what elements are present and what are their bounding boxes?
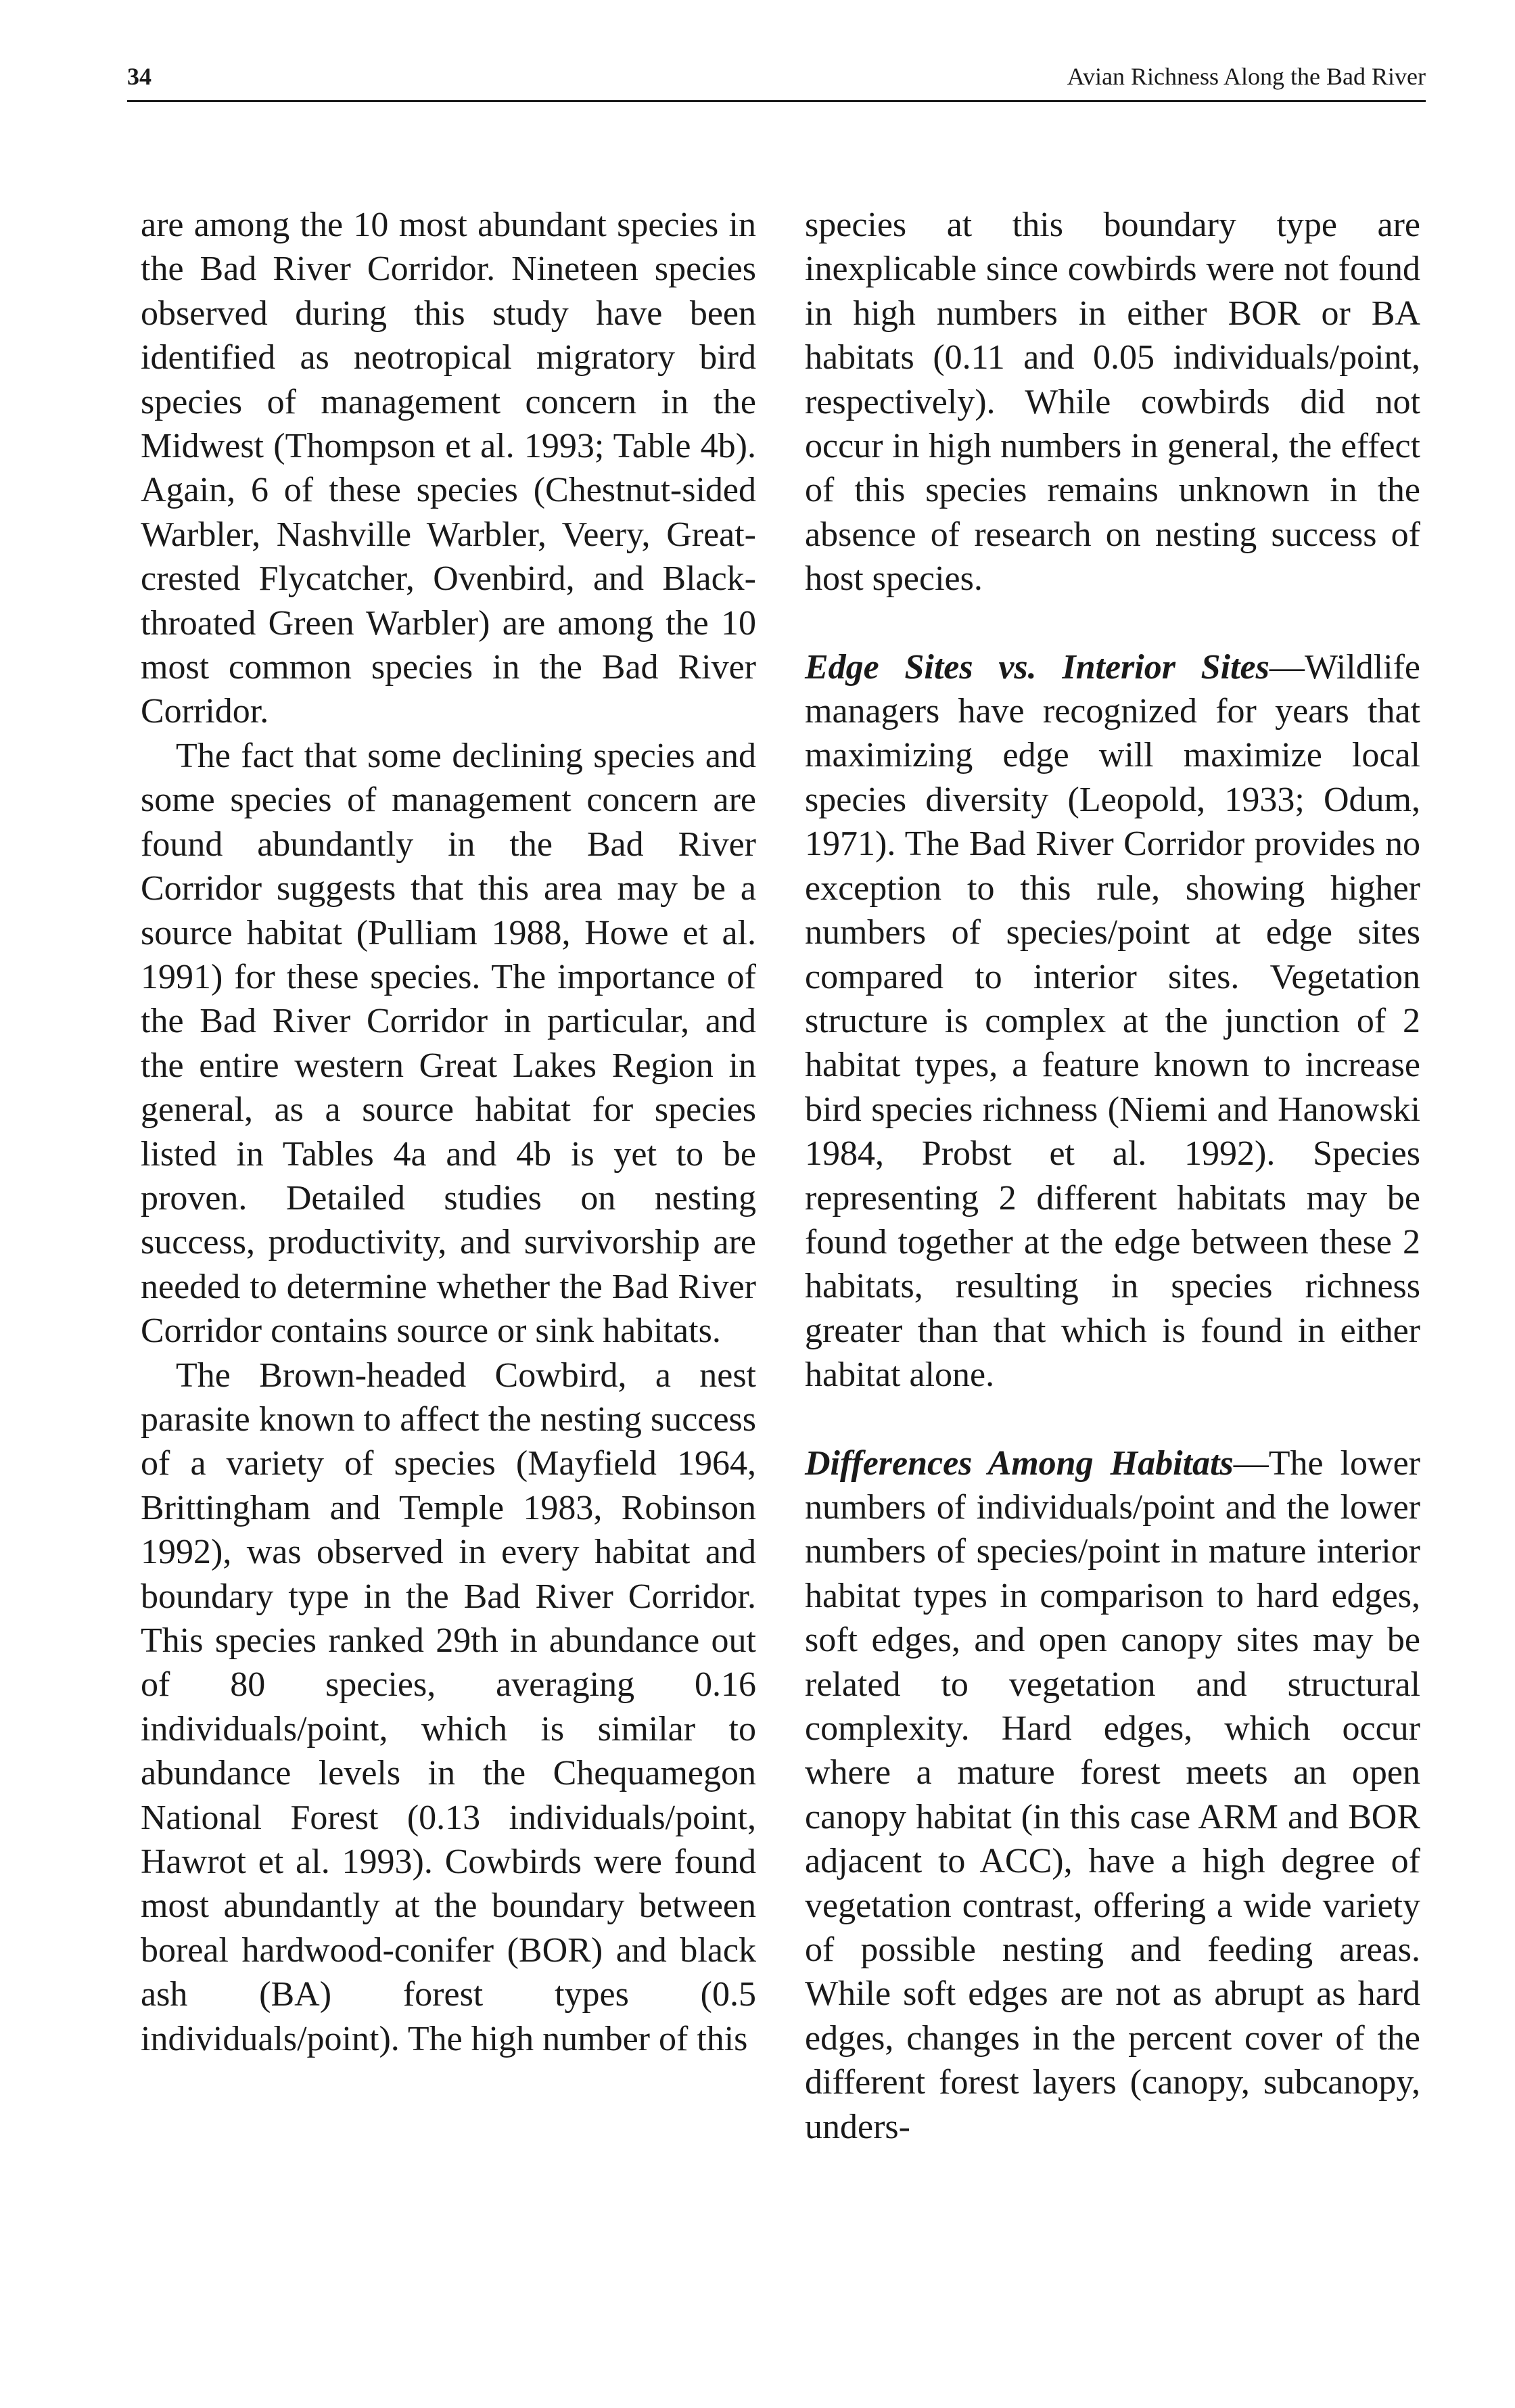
right-paragraph-1: species at this boundary type are inexplicable since cowbirds were not found in high numbers in either BOR or BA habitats (0.11 and 0.05 individuals/point, respectively). While cowbirds did not occur in high numbers in general, the effect of this species remains unknown in the absence of research on nesting success of host species. — [805, 206, 1420, 599]
page-number: 34 — [127, 63, 152, 90]
right-column — [805, 203, 1420, 2149]
left-paragraph-1: are among the 10 most abundant species in the Bad River Corridor. Nineteen species observed during this study have been identified as neotropical migratory bird species of management concern in the Midwest (Thompson et al. 1993; Table 4b). Again, 6 of these species (Chestnut-sided Warbler, Nashville Warbler, Veery, Great-crested Flycatcher, Ovenbird, and Black-throated Green Warbler) are among the 10 most common species in the Bad River Corridor. — [141, 206, 756, 731]
left-paragraph-2: The fact that some declining species and some species of management concern are found abundantly in the Bad River Corridor suggests that this area may be a source habitat (Pulliam 1988, Howe et al. 1991) for these species. The importance of the Bad River Corridor in particular, and the entire western Great Lakes Region in general, as a source habitat for species listed in Tables 4a and 4b is yet to be proven. Detailed studies on nesting success, productivity, and survivorship are needed to determine whether the Bad River Corridor contains source or sink habitats. — [141, 736, 756, 1351]
left-column — [141, 203, 756, 2061]
habitat-differences-section — [805, 1441, 1420, 2150]
habitat-differences-body: —The lower numbers of individuals/point and the lower numbers of species/point in mature interior habitat types in comparison to hard edges, soft edges, and open canopy sites may be related to vegetation and structural complexity. Hard edges, which occur where a mature forest meets an open canopy habitat (in this case ARM and BOR adjacent to ACC), have a high degree of vegetation contrast, offering a wide variety of possible nesting and feeding areas. While soft edges are not as abrupt as hard edges, changes in the percent cover of the different forest layers (canopy, subcanopy, unders- — [805, 1443, 1420, 2146]
edge-sites-body: —Wildlife managers have recognized for years that maximizing edge will maximize local species diversity (Leopold, 1933; Odum, 1971). The Bad River Corridor provides no exception to this rule, showing higher numbers of species/point at edge sites compared to interior sites. Vegetation structure is complex at the junction of 2 habitat types, a feature known to increase bird species richness (Niemi and Hanowski 1984, Probst et al. 1992). Species representing 2 different habitats may be found together at the edge between these 2 habitats, resulting in species richness greater than that which is found in either habitat alone. — [805, 647, 1420, 1395]
page-header — [127, 57, 1426, 102]
habitat-differences-heading: Differences Among Habitats — [805, 1443, 1234, 1483]
edge-sites-heading: Edge Sites vs. Interior Sites — [805, 647, 1269, 687]
running-title: Avian Richness Along the Bad River — [1067, 63, 1426, 90]
edge-sites-section — [805, 645, 1420, 1397]
left-paragraph-3: The Brown-headed Cowbird, a nest parasite known to affect the nesting success of a variety of species (Mayfield 1964, Brittingham and Temple 1983, Robinson 1992), was observed in every habitat and boundary type in the Bad River Corridor. This species ranked 29th in abundance out of 80 species, averaging 0.16 individuals/point, which is similar to abundance levels in the Chequamegon National Forest (0.13 individuals/point, Hawrot et al. 1993). Cowbirds were found most abundantly at the boundary between boreal hardwood-conifer (BOR) and black ash (BA) forest types (0.5 individuals/point). The high number of this — [141, 1356, 756, 2058]
